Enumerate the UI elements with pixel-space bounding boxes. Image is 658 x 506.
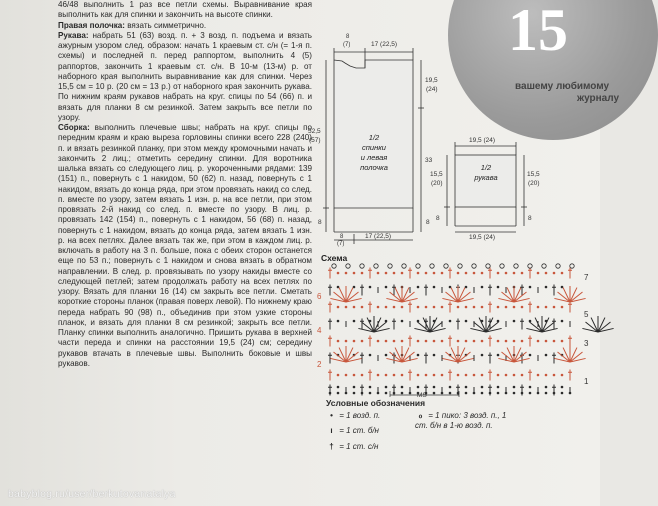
chart-chain-dot	[353, 392, 356, 395]
chart-chain-dot	[337, 320, 340, 323]
chart-chain-dot	[537, 340, 540, 343]
chart-chain-dot	[433, 340, 436, 343]
chart-chain-dot	[345, 374, 348, 377]
pattern-back-front	[305, 30, 450, 245]
chart-chain-dot	[561, 386, 564, 389]
chart-chain-dot	[433, 374, 436, 377]
chart-chain-dot	[433, 386, 436, 389]
chart-chain-dot	[449, 392, 452, 395]
chart-chain-dot	[497, 340, 500, 343]
paragraph-sleeves	[58, 31, 312, 123]
chart-chain-dot	[425, 306, 428, 309]
chart-chain-dot	[345, 340, 348, 343]
chart-chain-dot	[513, 374, 516, 377]
chart-chain-dot	[433, 272, 436, 275]
chart-chain-dot	[433, 354, 436, 357]
chart-chain-dot	[497, 354, 500, 357]
chart-chain-dot	[433, 392, 436, 395]
chart-picot-loop	[444, 264, 448, 268]
chart-chain-dot	[441, 340, 444, 343]
chart-chain-dot	[369, 386, 372, 389]
chart-chain-dot	[337, 340, 340, 343]
chart-chain-dot	[513, 320, 516, 323]
pattern1-top-b: 17 (22,5)	[371, 41, 398, 48]
chart-chain-dot	[553, 340, 556, 343]
chart-chain-dot	[393, 272, 396, 275]
chart-chain-dot	[529, 392, 532, 395]
pattern2-top: 19,5 (24)	[469, 137, 496, 144]
chart-chain-dot	[401, 306, 404, 309]
chart-chain-dot	[513, 392, 516, 395]
chart-row-label-6: 6	[317, 292, 322, 301]
chart-chain-dot	[417, 354, 420, 357]
chart-chain-dot	[465, 272, 468, 275]
chart-picot-loop	[556, 264, 560, 268]
chart-chain-dot	[345, 306, 348, 309]
chart-chain-dot	[337, 272, 340, 275]
chart-chain-dot	[457, 272, 460, 275]
chart-chain-dot	[481, 340, 484, 343]
chart-chain-dot	[417, 374, 420, 377]
chart-chain-dot	[353, 320, 356, 323]
chart-chain-dot	[497, 386, 500, 389]
chart-chain-dot	[481, 374, 484, 377]
chart-chain-dot	[473, 272, 476, 275]
chart-chain-dot	[401, 392, 404, 395]
chart-chain-dot	[497, 306, 500, 309]
pattern1-bottom-b: 17 (22,5)	[365, 233, 392, 240]
legend-chain-text: = 1 возд. п.	[339, 411, 381, 420]
chart-chain-dot	[377, 306, 380, 309]
pattern1-left-1b: (57)	[309, 137, 321, 144]
chart-title: Схема	[321, 253, 348, 263]
chart-row-label-4: 4	[317, 326, 322, 335]
chart-chain-dot	[385, 340, 388, 343]
chart-chain-dot	[505, 272, 508, 275]
pattern1-right-1b: (24)	[426, 86, 438, 93]
pattern2-right-1: 15,5	[527, 171, 540, 178]
chart-chain-dot	[465, 392, 468, 395]
chart-chain-dot	[337, 392, 340, 395]
pattern1-right-2: 33	[425, 157, 433, 164]
chart-chain-dot	[401, 340, 404, 343]
chart-chain-dot	[465, 340, 468, 343]
chart-chain-dot	[377, 374, 380, 377]
chart-chain-dot	[457, 340, 460, 343]
chart-picot-loop	[458, 264, 462, 268]
chart-chain-dot	[353, 340, 356, 343]
chart-chain-dot	[353, 374, 356, 377]
paragraph-assembly	[58, 123, 312, 369]
chart-chain-dot	[561, 340, 564, 343]
chart-row-label-2: 2	[317, 360, 322, 369]
pattern1-bottom-a2: (7)	[337, 241, 345, 247]
sleeves-heading: Рукава:	[58, 30, 89, 40]
chart-chain-dot	[433, 306, 436, 309]
chart-chain-dot	[369, 354, 372, 357]
chart-picot-loop	[416, 264, 420, 268]
chart-chain-dot	[393, 306, 396, 309]
chart-chain-dot	[465, 306, 468, 309]
chart-chain-dot	[481, 286, 484, 289]
chart-chain-dot	[481, 354, 484, 357]
chart-chain-dot	[417, 386, 420, 389]
chart-chain-dot	[393, 374, 396, 377]
chart-chain-dot	[457, 374, 460, 377]
chart-chain-dot	[353, 386, 356, 389]
chart-chain-dot	[337, 306, 340, 309]
chart-chain-dot	[497, 286, 500, 289]
chart-chain-dot	[473, 340, 476, 343]
watermark: babyblog.ru/user/berkutovanatalya	[8, 488, 176, 500]
legend-single-crochet-text: = 1 ст. б/н	[339, 426, 379, 435]
chart-chain-dot	[465, 386, 468, 389]
chart-chain-dot	[561, 392, 564, 395]
chart-chain-dot	[417, 272, 420, 275]
chart-picot-loop	[346, 264, 350, 268]
chart-chain-dot	[393, 340, 396, 343]
chart-chain-dot	[561, 374, 564, 377]
legend-chain	[326, 411, 380, 421]
chart-chain-dot	[441, 306, 444, 309]
paragraph-back-finish: 46/48 выполнить 1 раз все петли схемы. Выравнивание края выполнить как для спинки и закончить на высоте спинки.	[58, 0, 312, 20]
chart-chain-dot	[433, 286, 436, 289]
chart-chain-dot	[545, 272, 548, 275]
instructions-text	[58, 0, 312, 369]
chart-chain-dot	[361, 340, 364, 343]
chart-row-label-5: 5	[584, 310, 589, 319]
chart-chain-dot	[425, 272, 428, 275]
chart-chain-dot	[521, 374, 524, 377]
legend-picot-text: = 1 пико: 3 возд. п., 1 ст. б/н в 1-ю возд. п.	[415, 411, 507, 430]
chart-chain-dot	[441, 374, 444, 377]
crochet-chart	[312, 250, 600, 398]
chart-chain-dot	[481, 306, 484, 309]
chart-chain-dot	[553, 374, 556, 377]
badge-number: 15	[508, 0, 568, 63]
legend-single-crochet	[326, 426, 379, 436]
chart-chain-dot	[369, 392, 372, 395]
pattern2-left-2: 8	[436, 215, 440, 222]
chart-chain-dot	[385, 374, 388, 377]
picot-icon: ℴ	[418, 411, 423, 420]
chart-chain-dot	[497, 392, 500, 395]
pattern1-bottom-a: 8	[340, 234, 344, 240]
pattern1-right-3: 8	[426, 219, 430, 226]
chart-chain-dot	[353, 306, 356, 309]
chart-picot-loop	[360, 264, 364, 268]
chart-chain-dot	[505, 374, 508, 377]
chart-chain-dot	[505, 306, 508, 309]
chart-chain-dot	[385, 272, 388, 275]
chart-chain-dot	[417, 286, 420, 289]
chart-chain-dot	[473, 374, 476, 377]
chart-chain-dot	[481, 272, 484, 275]
chart-chain-dot	[449, 386, 452, 389]
chart-chain-dot	[513, 272, 516, 275]
chart-row-label-7: 7	[584, 273, 589, 282]
chart-chain-dot	[545, 374, 548, 377]
pattern1-top-a2: (7)	[343, 42, 351, 48]
legend-double-crochet	[326, 442, 378, 452]
chart-chain-dot	[465, 320, 468, 323]
legend-picot	[415, 411, 515, 430]
chart-picot-loop	[402, 264, 406, 268]
chart-chain-dot	[401, 386, 404, 389]
chart-chain-dot	[377, 272, 380, 275]
badge-text-line1: вашему любимому	[515, 81, 610, 92]
chart-picot-loop	[472, 264, 476, 268]
chart-chain-dot	[361, 306, 364, 309]
chart-chain-dot	[537, 272, 540, 275]
chart-picot-loop	[374, 264, 378, 268]
chart-chain-dot	[561, 272, 564, 275]
double-crochet-icon: †	[329, 442, 334, 451]
chart-chain-dot	[561, 320, 564, 323]
chart-chain-dot	[337, 374, 340, 377]
chart-chain-dot	[513, 386, 516, 389]
pattern2-right-2: 8	[528, 215, 532, 222]
chart-chain-dot	[545, 306, 548, 309]
chart-chain-dot	[561, 306, 564, 309]
chart-chain-dot	[545, 386, 548, 389]
chart-chain-dot	[545, 340, 548, 343]
pattern1-top-a: 8	[346, 34, 350, 40]
chart-picot-loop	[388, 264, 392, 268]
chart-chain-dot	[377, 340, 380, 343]
chart-chain-dot	[337, 386, 340, 389]
chart-picot-loop	[430, 264, 434, 268]
chart-chain-dot	[425, 374, 428, 377]
right-front-heading: Правая полочка:	[58, 20, 125, 30]
chart-chain-dot	[369, 286, 372, 289]
chart-chain-dot	[465, 374, 468, 377]
chart-chain-dot	[521, 306, 524, 309]
chart-chain-dot	[545, 354, 548, 357]
pattern2-right-1b: (20)	[528, 180, 540, 187]
right-front-body: вязать симметрично.	[127, 20, 207, 30]
chart-chain-dot	[553, 306, 556, 309]
pattern1-left-1: 52,5	[308, 128, 321, 135]
chart-chain-dot	[401, 374, 404, 377]
pattern1-right-1: 19,5	[425, 77, 438, 84]
chart-chain-dot	[385, 386, 388, 389]
chart-chain-dot	[513, 340, 516, 343]
chart-chain-dot	[345, 272, 348, 275]
chart-chain-dot	[417, 306, 420, 309]
chart-chain-dot	[545, 392, 548, 395]
chart-chain-dot	[385, 306, 388, 309]
chart-chain-dot	[513, 306, 516, 309]
chart-chain-dot	[545, 286, 548, 289]
legend-double-crochet-text: = 1 ст. с/н	[339, 442, 379, 451]
chart-picot-loop	[332, 264, 336, 268]
pattern2-label: 1/2 рукава	[474, 163, 498, 182]
pattern2-left-1b: (20)	[431, 180, 443, 187]
sleeves-body: набрать 51 (63) возд. п. + 3 возд. п. подъема и вязать ажурным узором след. образом: начать 1 краевым ст. с/н (= 1-я п. схемы) и последней п. перед раппортом, выполнить 4 (5) раппортов, закончить 1 краевым ст. с/н. В 10-м (13-м) р. от наборного края выполнить выравнивание как для спинки. Через 15,5 см = 10 р. (20 см = 13 р.) от наборного края закончить рукава. По нижним краям рукавов набрать на круг. спицы по 54 (66) п. и вязать для планки 8 см резинкой. Затем закрыть все петли по узору.	[58, 30, 312, 122]
chart-chain-dot	[529, 386, 532, 389]
chart-chain-dot	[481, 386, 484, 389]
chart-ms-label: MS	[417, 392, 427, 399]
chart-chain-dot	[385, 286, 388, 289]
chart-chain-dot	[497, 374, 500, 377]
chart-chain-dot	[401, 320, 404, 323]
chart-row-label-3: 3	[584, 339, 589, 348]
chart-chain-dot	[441, 272, 444, 275]
pattern2-bottom: 19,5 (24)	[469, 234, 496, 241]
pattern1-label: 1/2 спинки и левая полочка	[360, 133, 388, 172]
chart-picot-loop	[500, 264, 504, 268]
chart-chain-dot	[353, 272, 356, 275]
badge-text-line2: журналу	[577, 93, 620, 104]
chart-chain-dot	[481, 392, 484, 395]
chart-chain-dot	[449, 320, 452, 323]
pattern1-left-2: 8	[318, 219, 322, 226]
pattern-sleeve	[430, 128, 545, 240]
chart-chain-dot	[473, 306, 476, 309]
chart-chain-dot	[361, 272, 364, 275]
chart-chain-dot	[529, 286, 532, 289]
chart-chain-dot	[521, 340, 524, 343]
chart-picot-loop	[514, 264, 518, 268]
chart-chain-dot	[521, 272, 524, 275]
chart-chain-dot	[385, 392, 388, 395]
chart-chain-dot	[505, 340, 508, 343]
chart-chain-dot	[457, 306, 460, 309]
chart-chain-dot	[497, 272, 500, 275]
legend-title: Условные обозначения	[326, 398, 426, 408]
chart-chain-dot	[425, 340, 428, 343]
chart-chain-dot	[361, 374, 364, 377]
chart-chain-dot	[537, 306, 540, 309]
chart-chain-dot	[401, 272, 404, 275]
assembly-body: выполнить плечевые швы; набрать на круг. спицы по передним краям и краю выреза горловины спинки всего 228 (240) п. и вязать резинкой планку, при этом между кромочными начать и закончить 2 лиц.; отметить середину спинки. Для воротника шалька вязать со следующего лиц. р. укороченными рядами: 139 (151) п., повернуть с 1 накидом, 50 (62) п. назад, повернуть с 1 накидом, вязать до конца ряда, при этом провязать накид со след. п. вместе по узору, затем вязать 1 изн. р. на все петли, при этом провязать 2-й накид со след. п. вместе по узору. В лиц. р. провязать 142 (154) п., повернуть с 1 накидом, 56 (68) п. назад, повернуть с 1 накидом, вязать до конца ряда, затем вязать 1 изн. р. на всех петлях. Далее вязать так же, при этом в каждом лиц. р. включать в работу на 3 п. больше, пока с обеих сторон останется еще по 53 п.; повернуть с 1 накидом и снова вязать в обратном направлении. В след. р. провязывать по узору накиды вместе со следующей петлей; затем продолжать работу на всех петлях по узору. Вязать для планки 16 (14) см закрыть все петли. Сметать короткие стороны планок (правая поверх левой). По нижнему краю переда набрать 90 (98) п., объединив при этом узкие стороны планок, и вязать для планки 8 см резинкой; закрыть все петли. Планку спинки выполнить аналогично. Пришить рукава в верхней части переда и спинки на расстоянии 19,5 (24) см; середину рукавов втачать в плечевые швы. Выполнить боковые и швы рукавов.	[58, 123, 313, 368]
paragraph-right-front	[58, 21, 312, 31]
assembly-heading: Сборка:	[58, 123, 90, 132]
pattern2-left-1: 15,5	[430, 171, 443, 178]
chain-stitch-icon: •	[330, 411, 333, 420]
chart-chain-dot	[537, 374, 540, 377]
chart-picot-loop	[570, 264, 574, 268]
chart-picot-loop	[486, 264, 490, 268]
chart-chain-dot	[529, 354, 532, 357]
chart-chain-dot	[385, 354, 388, 357]
chart-chain-dot	[553, 272, 556, 275]
chart-picot-loop	[542, 264, 546, 268]
chart-row-label-1: 1	[584, 377, 589, 386]
single-crochet-icon: ı	[330, 426, 333, 435]
chart-chain-dot	[417, 340, 420, 343]
